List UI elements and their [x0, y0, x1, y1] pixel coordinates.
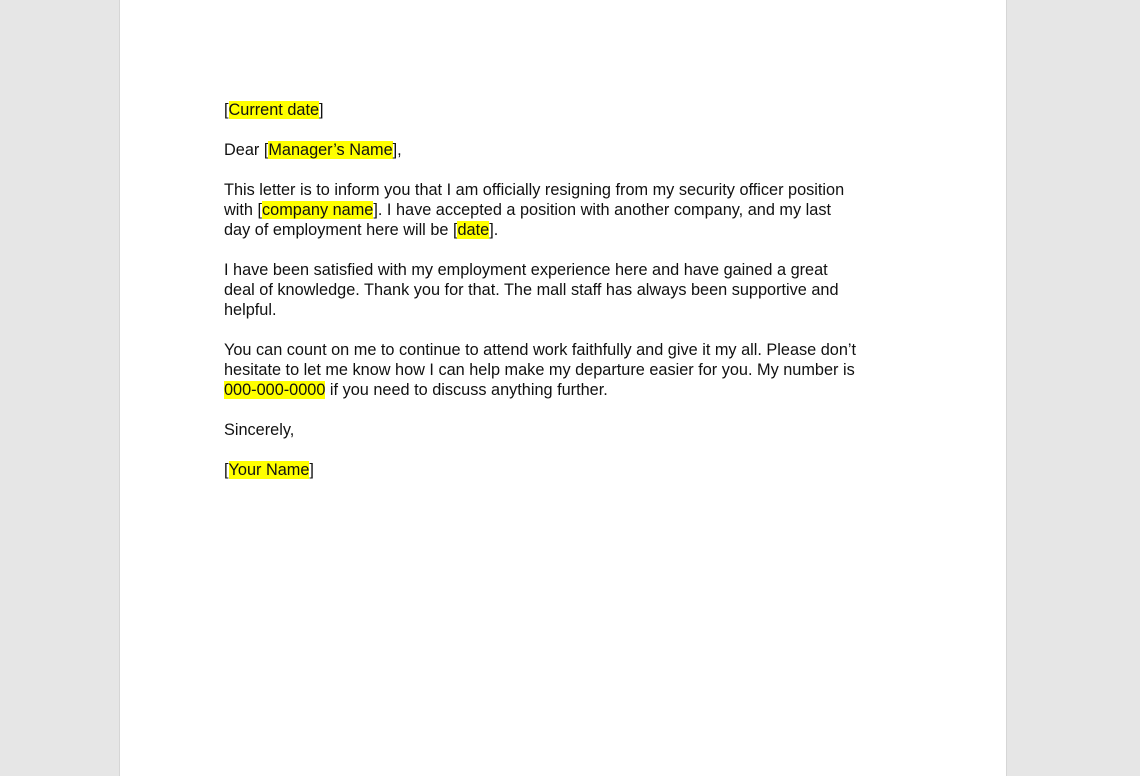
your-name-placeholder: Your Name — [228, 461, 310, 479]
paragraph-line: hesitate to let me know how I can help make my departure easier for you. My number is — [224, 361, 855, 379]
paragraph-line: This letter is to inform you that I am officially resigning from my security officer position — [224, 181, 845, 199]
paragraph-resignation — [224, 180, 904, 240]
greeting-suffix: ], — [392, 141, 402, 159]
text-segment: ]. — [489, 221, 499, 239]
bracket-open: [ — [224, 101, 229, 119]
paragraph-line — [224, 200, 904, 220]
company-name-placeholder: company name — [262, 201, 374, 219]
paragraph-line: I have been satisfied with my employment experience here and have gained a great — [224, 261, 828, 279]
paragraph-line: helpful. — [224, 301, 277, 319]
document-page — [119, 0, 1007, 776]
letter-body — [224, 100, 904, 500]
current-date-placeholder: Current date — [228, 101, 320, 119]
date-line — [224, 100, 904, 120]
paragraph-line — [224, 380, 904, 400]
paragraph-gratitude — [224, 260, 904, 320]
closing-line: Sincerely, — [224, 421, 295, 439]
text-segment: day of employment here will be [ — [224, 221, 458, 239]
bracket-close: ] — [319, 101, 324, 119]
greeting-line — [224, 140, 904, 160]
bracket-close: ] — [309, 461, 314, 479]
paragraph-line: deal of knowledge. Thank you for that. The mall staff has always been supportive and — [224, 281, 839, 299]
greeting-prefix: Dear [ — [224, 141, 269, 159]
paragraph-line — [224, 220, 904, 240]
date-placeholder: date — [457, 221, 490, 239]
text-segment: ]. I have accepted a position with another company, and my last — [373, 201, 831, 219]
manager-name-placeholder: Manager’s Name — [268, 141, 393, 159]
text-segment: if you need to discuss anything further. — [325, 381, 608, 399]
paragraph-line: You can count on me to continue to attend work faithfully and give it my all. Please don’t — [224, 341, 857, 359]
bracket-open: [ — [224, 461, 229, 479]
paragraph-transition — [224, 340, 904, 400]
signature-line — [224, 460, 904, 480]
phone-number-placeholder: 000-000-0000 — [224, 381, 326, 399]
text-segment: with [ — [224, 201, 263, 219]
